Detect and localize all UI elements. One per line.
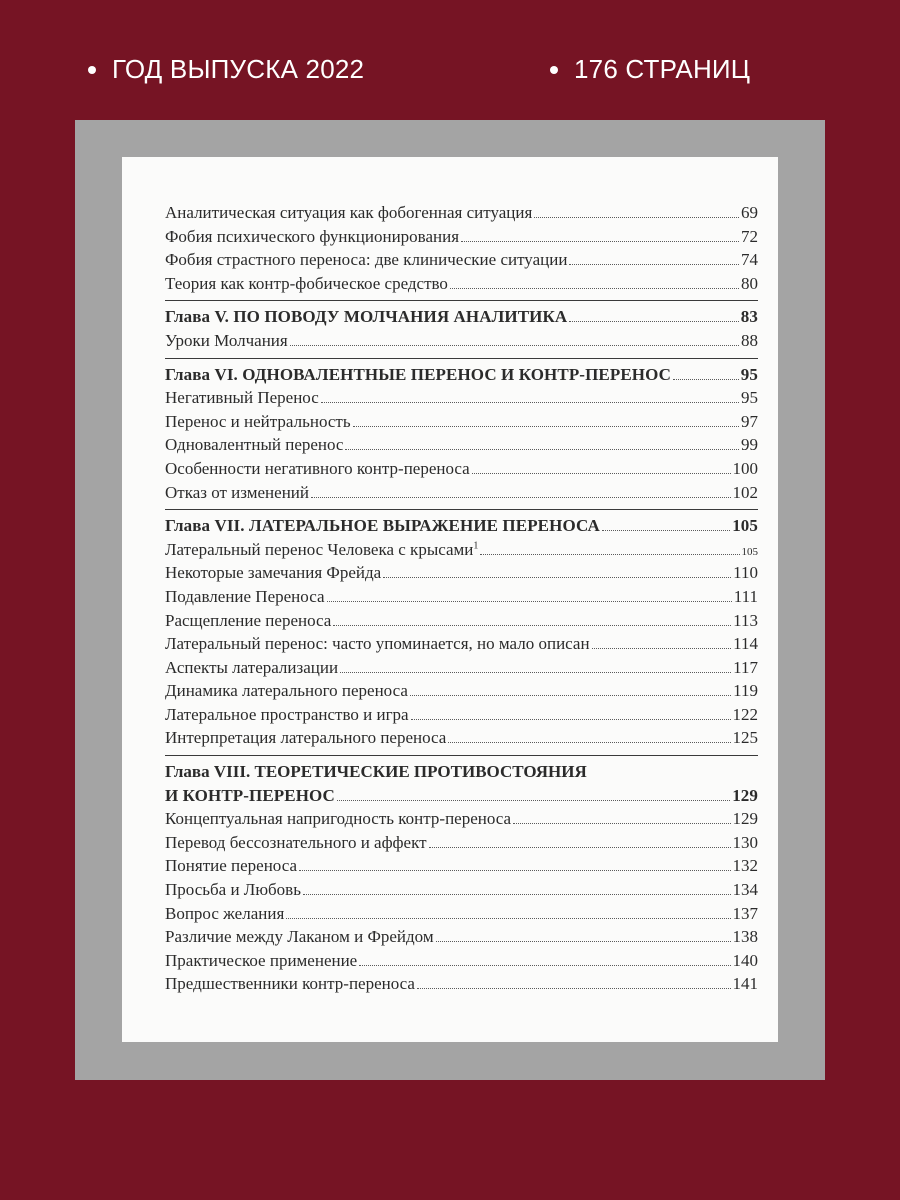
bullet-dot-icon	[550, 66, 558, 74]
toc-entry-page: 122	[732, 704, 758, 724]
toc-chapter-page: 95	[740, 364, 758, 384]
toc-leader	[513, 823, 730, 824]
section-divider	[165, 300, 758, 301]
toc-entry-page: 100	[732, 458, 758, 478]
footnote-marker: 1	[473, 540, 479, 552]
toc-entry-title: Перевод бессознательного и аффект	[165, 832, 427, 852]
release-year-bullet	[88, 54, 364, 85]
book-page	[122, 157, 778, 1042]
toc-entry	[165, 925, 758, 949]
toc-leader	[592, 648, 732, 649]
toc-entry-title: Различие между Лаканом и Фрейдом	[165, 927, 434, 947]
toc-leader	[602, 530, 730, 531]
toc-entry	[165, 679, 758, 703]
page-count-bullet	[550, 54, 750, 85]
section-divider	[165, 358, 758, 359]
toc-entry-title: Понятие переноса	[165, 856, 298, 876]
toc-leader	[359, 965, 730, 966]
toc-entry	[165, 854, 758, 878]
toc-entry-page: 95	[741, 388, 758, 408]
toc-chapter-page: 129	[732, 785, 758, 805]
release-year-label: ГОД ВЫПУСКА 2022	[112, 54, 365, 84]
toc-entry	[165, 831, 758, 855]
toc-entry	[165, 726, 758, 750]
toc-entry	[165, 433, 758, 457]
toc-leader	[450, 288, 739, 289]
toc-leader	[311, 497, 731, 498]
toc-entry	[165, 656, 758, 680]
toc-leader	[472, 473, 731, 474]
toc-entry-title: Предшественники контр-переноса	[165, 974, 415, 994]
toc-leader	[340, 672, 731, 673]
toc-leader	[569, 264, 739, 265]
toc-entry-title: Концептуальная напригодность контр-переноса	[165, 809, 512, 829]
toc-entry-title: Динамика латерального переноса	[165, 681, 408, 701]
toc-entry	[165, 225, 758, 249]
toc-leader	[417, 988, 731, 989]
toc-entry-title: Одновалентный перенос	[165, 435, 344, 455]
toc-entry-title: Расщепление переноса	[165, 610, 332, 630]
toc-entry-title: Практическое применение	[165, 950, 358, 970]
toc-leader	[461, 241, 739, 242]
toc-entry	[165, 201, 758, 225]
toc-entry-page: 97	[741, 411, 758, 431]
toc-leader	[429, 847, 731, 848]
toc-entry	[165, 538, 758, 562]
toc-entry-page: 113	[733, 610, 758, 630]
toc-entry-title: Вопрос желания	[165, 903, 285, 923]
toc-chapter	[165, 760, 758, 807]
toc-leader	[321, 402, 739, 403]
toc-leader	[436, 941, 731, 942]
toc-entry-title: Подавление Переноса	[165, 586, 325, 606]
toc-leader	[353, 426, 739, 427]
toc-leader	[383, 577, 731, 578]
toc-entry-title: Уроки Молчания	[165, 330, 288, 350]
toc-leader	[303, 894, 731, 895]
toc-entry	[165, 481, 758, 505]
section-divider	[165, 755, 758, 756]
toc-leader	[411, 719, 731, 720]
page-count-label: 176 СТРАНИЦ	[574, 54, 751, 84]
toc-chapter	[165, 514, 758, 538]
toc-leader	[345, 449, 739, 450]
bullet-dot-icon	[88, 66, 96, 74]
toc-entry	[165, 902, 758, 926]
section-divider	[165, 509, 758, 510]
toc-chapter	[165, 305, 758, 329]
toc-entry-page: 102	[732, 482, 758, 502]
toc-leader	[569, 321, 739, 322]
toc-leader	[448, 742, 730, 743]
toc-entry	[165, 561, 758, 585]
toc-entry	[165, 272, 758, 296]
toc-entry-title: Фобия психического функционирования	[165, 226, 460, 246]
toc-entry-title: Латеральное пространство и игра	[165, 704, 409, 724]
toc-entry	[165, 703, 758, 727]
toc-entry	[165, 585, 758, 609]
toc-entry-title: Теория как контр-фобическое средство	[165, 273, 448, 293]
toc-entry	[165, 386, 758, 410]
toc-chapter-title-line1: Глава VIII. ТЕОРЕТИЧЕСКИЕ ПРОТИВОСТОЯНИЯ	[165, 762, 587, 782]
toc-entry	[165, 807, 758, 831]
toc-chapter-title-line2: И КОНТР-ПЕРЕНОС	[165, 785, 335, 805]
toc-entry-title: Фобия страстного переноса: две клинические ситуации	[165, 250, 568, 270]
toc-leader	[534, 217, 739, 218]
toc-entry-title	[165, 538, 478, 562]
toc-entry	[165, 609, 758, 633]
toc-chapter-line2-row	[165, 784, 758, 808]
toc-entry-title: Особенности негативного контр-переноса	[165, 458, 470, 478]
toc-leader	[333, 625, 731, 626]
toc-entry-title: Отказ от изменений	[165, 482, 309, 502]
toc-entry	[165, 878, 758, 902]
toc-entry-page: 137	[732, 903, 758, 923]
toc-entry-page: 74	[741, 250, 758, 270]
toc-entry-page: 129	[732, 809, 758, 829]
toc-leader	[299, 870, 730, 871]
table-of-contents	[165, 201, 758, 996]
toc-entry-page: 119	[733, 681, 758, 701]
toc-leader	[673, 379, 739, 380]
toc-leader	[286, 918, 730, 919]
toc-entry-page: 140	[732, 950, 758, 970]
toc-chapter-title: Глава V. ПО ПОВОДУ МОЛЧАНИЯ АНАЛИТИКА	[165, 307, 568, 327]
toc-entry-title: Перенос и нейтральность	[165, 411, 351, 431]
toc-entry-page: 99	[741, 435, 758, 455]
toc-entry-title: Просьба и Любовь	[165, 880, 301, 900]
toc-entry-page: 114	[733, 634, 758, 654]
toc-entry-page: 132	[732, 856, 758, 876]
toc-entry-page: 110	[733, 563, 758, 583]
toc-entry-title: Аналитическая ситуация как фобогенная ситуация	[165, 203, 533, 222]
toc-entry	[165, 248, 758, 272]
toc-entry-title: Интерпретация латерального переноса	[165, 728, 447, 748]
toc-entry-page: 141	[732, 974, 758, 994]
toc-entry	[165, 632, 758, 656]
toc-chapter-page: 105	[732, 516, 758, 536]
toc-entry	[165, 329, 758, 353]
toc-entry-page: 105	[741, 545, 758, 558]
toc-leader	[337, 800, 730, 801]
toc-entry	[165, 457, 758, 481]
toc-leader	[290, 345, 739, 346]
toc-leader	[327, 601, 732, 602]
toc-entry-page: 88	[741, 330, 758, 350]
toc-entry	[165, 972, 758, 996]
toc-entry-title: Некоторые замечания Фрейда	[165, 563, 382, 583]
toc-entry-page: 138	[732, 927, 758, 947]
toc-entry-page: 72	[741, 226, 758, 246]
toc-chapter-page: 83	[740, 307, 758, 327]
toc-leader	[410, 695, 731, 696]
toc-entry-title-text: Латеральный перенос Человека с крысами	[165, 539, 474, 559]
toc-leader	[480, 554, 739, 555]
toc-entry-page: 125	[732, 728, 758, 748]
toc-chapter	[165, 363, 758, 387]
toc-entry-title: Латеральный перенос: часто упоминается, но мало описан	[165, 634, 590, 654]
toc-entry-page: 117	[733, 657, 758, 677]
toc-entry-page: 69	[741, 203, 758, 222]
toc-entry-title: Негативный Перенос	[165, 388, 319, 408]
toc-entry-page: 80	[741, 273, 758, 293]
toc-entry-title: Аспекты латерализации	[165, 657, 339, 677]
toc-entry	[165, 949, 758, 973]
toc-entry-page: 134	[732, 880, 758, 900]
toc-entry-page: 130	[732, 832, 758, 852]
toc-chapter-title: Глава VI. ОДНОВАЛЕНТНЫЕ ПЕРЕНОС И КОНТР-ПЕРЕНОС	[165, 364, 671, 384]
toc-entry	[165, 410, 758, 434]
toc-chapter-title: Глава VII. ЛАТЕРАЛЬНОЕ ВЫРАЖЕНИЕ ПЕРЕНОСА	[165, 516, 600, 536]
toc-entry-page: 111	[733, 586, 758, 606]
